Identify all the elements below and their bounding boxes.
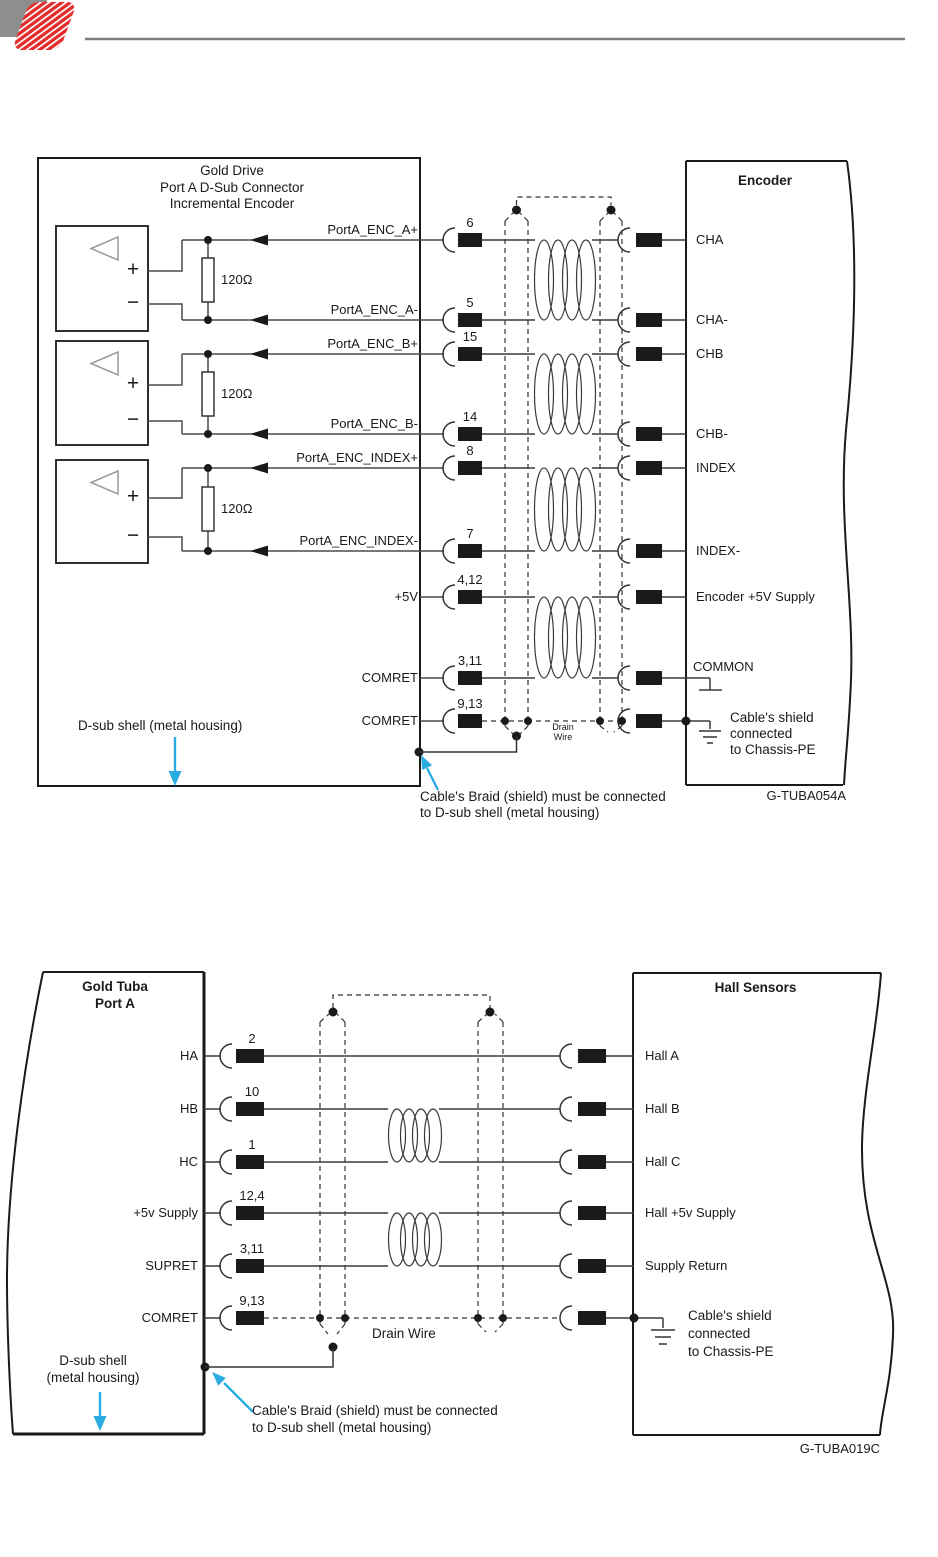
signal-label: PortA_ENC_B-: [330, 416, 418, 431]
elmo-logo: [0, 0, 77, 50]
pin-label: 6: [466, 215, 474, 230]
device-label: INDEX-: [696, 543, 741, 558]
signal-label: +5V: [394, 589, 418, 604]
title-line: Port A D-Sub Connector: [159, 179, 305, 195]
title-line: Port A: [95, 996, 135, 1011]
amp-plus: +: [126, 372, 140, 395]
pin-label: 5: [466, 295, 474, 310]
cable-shield-d2: [320, 995, 503, 1334]
encoder-title: Encoder: [737, 173, 792, 188]
signal-label: COMRET: [361, 670, 418, 685]
device-label: Hall +5v Supply: [645, 1205, 736, 1220]
resistor-label: 120Ω: [221, 386, 253, 401]
hall-pins-right: [560, 1044, 675, 1344]
braid-to-shell-wire-d2: [205, 1348, 333, 1367]
amp-plus: +: [126, 485, 140, 508]
gold-tuba-title: [40, 978, 190, 1012]
title-line: Gold Drive: [200, 163, 264, 178]
drain-wire-label: Drain: [552, 722, 574, 732]
device-label: COMMON: [693, 659, 754, 674]
device-label: INDEX: [696, 460, 736, 475]
device-label: Hall C: [645, 1154, 681, 1169]
shield-note: connected: [688, 1326, 751, 1341]
signal-label: HB: [179, 1101, 198, 1116]
chassis-ground-icon: [699, 731, 721, 743]
shield-note: to Chassis-PE: [688, 1344, 774, 1359]
signal-label: PortA_ENC_INDEX+: [296, 450, 418, 465]
pin-label: 10: [244, 1084, 260, 1099]
amp-minus: −: [126, 291, 140, 314]
shield-note: to Chassis-PE: [730, 742, 816, 757]
signal-label: COMRET: [141, 1310, 198, 1325]
tuba-stubs: [204, 1056, 221, 1318]
callout-arrows-d1: [169, 737, 439, 790]
amp-minus: −: [126, 524, 140, 547]
pin-label: 8: [466, 443, 474, 458]
hall-sensors-box: [633, 973, 893, 1435]
pin-label: 1: [248, 1137, 256, 1152]
pin-label: 9,13: [239, 1293, 265, 1308]
pin-label: 4,12: [457, 572, 483, 587]
signal-label: PortA_ENC_INDEX-: [299, 533, 418, 548]
title-line: Incremental Encoder: [169, 196, 295, 211]
twisted-pairs: [535, 240, 596, 678]
device-label: CHB-: [696, 426, 728, 441]
braid-to-shell-wire: [419, 736, 517, 752]
signal-label: +5v Supply: [133, 1205, 198, 1220]
shield-note: Cable's shield: [688, 1308, 772, 1323]
gold-drive-title: [72, 163, 392, 213]
signal-label: PortA_ENC_B+: [327, 336, 418, 351]
signal-label: SUPRET: [145, 1258, 198, 1273]
figure-id: G-TUBA019C: [799, 1441, 880, 1456]
dsub-shell-note: D-sub shell (metal housing): [78, 718, 243, 733]
device-label: Encoder +5V Supply: [696, 589, 815, 604]
device-label: Hall B: [645, 1101, 680, 1116]
signal-label: COMRET: [361, 713, 418, 728]
braid-note: Cable's Braid (shield) must be connected: [420, 789, 666, 804]
twisted-pairs-d2: [389, 1109, 442, 1266]
device-label: CHB: [696, 346, 724, 361]
shield-dots: [415, 206, 627, 757]
pin-label: 15: [462, 329, 478, 344]
pin-label: 2: [248, 1031, 256, 1046]
signal-label: PortA_ENC_A-: [330, 302, 418, 317]
pin-label: 12,4: [239, 1188, 265, 1203]
shield-note: Cable's shield: [730, 710, 814, 725]
dsub-shell-note: D-sub shell: [59, 1353, 127, 1368]
hall-sensors-title: Hall Sensors: [714, 980, 797, 995]
signal-label: PortA_ENC_A+: [327, 222, 418, 237]
signal-label: HC: [179, 1154, 198, 1169]
drain-wire-label: Drain Wire: [372, 1326, 436, 1341]
device-label: Supply Return: [645, 1258, 728, 1273]
drain-wire-label: Wire: [553, 732, 573, 742]
amp-minus: −: [126, 408, 140, 431]
figure-id: G-TUBA054A: [766, 788, 846, 803]
signal-label: HA: [179, 1048, 198, 1063]
pin-label: 14: [462, 409, 478, 424]
title-line: Gold Tuba: [82, 979, 148, 994]
pin-label: 3,11: [457, 653, 483, 668]
resistor-label: 120Ω: [221, 272, 253, 287]
braid-note: Cable's Braid (shield) must be connected: [252, 1403, 498, 1418]
pin-label: 7: [466, 526, 474, 541]
chassis-ground-icon: [651, 1330, 675, 1344]
braid-note: to D-sub shell (metal housing): [252, 1420, 432, 1435]
device-label: CHA: [696, 232, 724, 247]
pin-label: 9,13: [457, 696, 483, 711]
pin-label: 3,11: [239, 1241, 265, 1256]
braid-note: to D-sub shell (metal housing): [420, 805, 600, 820]
termination-resistors: [202, 258, 214, 531]
device-label: CHA-: [696, 312, 728, 327]
amp-plus: +: [126, 258, 140, 281]
device-label: Hall A: [645, 1048, 679, 1063]
dsub-shell-note: (metal housing): [46, 1370, 140, 1385]
shield-note: connected: [730, 726, 793, 741]
resistor-label: 120Ω: [221, 501, 253, 516]
